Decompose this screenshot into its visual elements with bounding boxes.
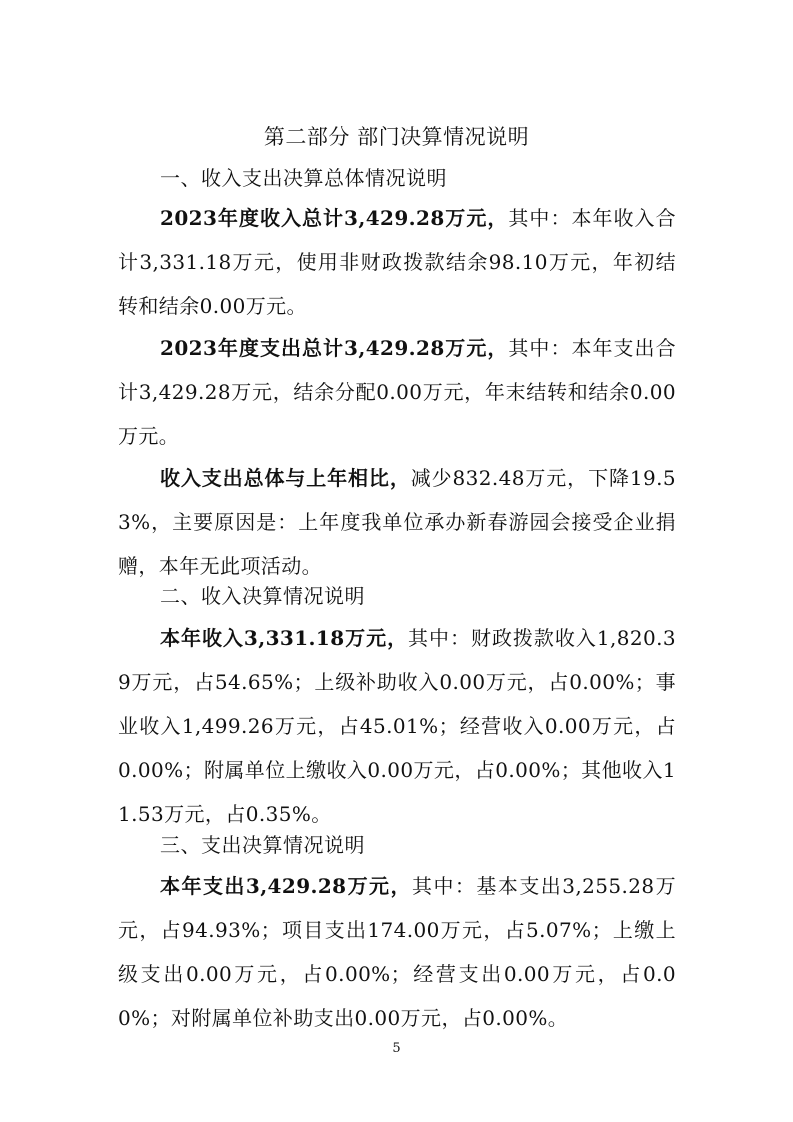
section-heading-expense: 三、支出决算情况说明 bbox=[160, 833, 365, 857]
paragraph-expense-detail bbox=[118, 864, 676, 1040]
paragraph-lead: 2023年度支出总计3,429.28万元， bbox=[160, 336, 509, 360]
paragraph-income-detail bbox=[118, 616, 676, 836]
paragraph-body: 减少832.48万元，下降19.53%，主要原因是：上年度我单位承办新春游园会接受企业捐赠，本年无此项活动。 bbox=[118, 466, 676, 578]
paragraph-lead: 2023年度收入总计3,429.28万元， bbox=[160, 206, 509, 230]
page-title: 第二部分 部门决算情况说明 bbox=[263, 125, 530, 149]
paragraph-lead: 本年收入3,331.18万元， bbox=[160, 626, 409, 650]
paragraph-body: 其中：本年支出合计3,429.28万元，结余分配0.00万元，年末结转和结余0.00万元。 bbox=[118, 336, 676, 448]
section-heading-income: 二、收入决算情况说明 bbox=[160, 584, 365, 608]
paragraph-year-comparison bbox=[118, 456, 676, 588]
paragraph-body: 其中：基本支出3,255.28万元，占94.93%；项目支出174.00万元，占5.07%；上缴上级支出0.00万元，占0.00%；经营支出0.00万元，占0.00%；对附属单位补助支出0.00万元，占0.00%。 bbox=[118, 874, 677, 1030]
paragraph-total-expense bbox=[118, 326, 676, 458]
page-number: 5 bbox=[392, 1041, 401, 1056]
paragraph-total-income bbox=[118, 196, 676, 328]
paragraph-body: 其中：财政拨款收入1,820.39万元，占54.65%；上级补助收入0.00万元，占0.00%；事业收入1,499.26万元，占45.01%；经营收入0.00万元，占0.00%；附属单位上缴收入0.00万元，占0.00%；其他收入11.53万元，占0.35%。 bbox=[118, 626, 676, 826]
paragraph-lead: 本年支出3,429.28万元， bbox=[160, 874, 412, 898]
paragraph-lead: 收入支出总体与上年相比， bbox=[160, 466, 411, 490]
section-heading-overall: 一、收入支出决算总体情况说明 bbox=[160, 166, 447, 190]
paragraph-body: 其中：本年收入合计3,331.18万元，使用非财政拨款结余98.10万元，年初结转和结余0.00万元。 bbox=[118, 206, 676, 318]
